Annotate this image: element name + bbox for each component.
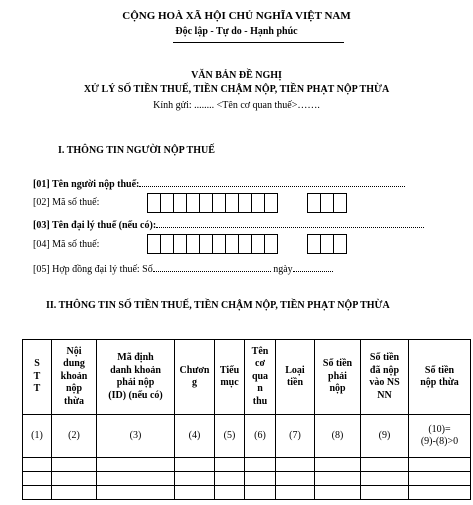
tax-code-suffix-boxes-04[interactable] — [307, 234, 347, 254]
digit-box[interactable] — [320, 193, 334, 213]
digit-box[interactable] — [264, 193, 278, 213]
digit-box[interactable] — [307, 193, 321, 213]
contract-number-value[interactable] — [153, 262, 271, 272]
col-header-stt: S T T — [23, 340, 52, 415]
digit-box[interactable] — [251, 193, 265, 213]
table-cell[interactable] — [52, 486, 97, 500]
table-row — [23, 458, 471, 472]
digit-box[interactable] — [199, 234, 213, 254]
contract-date-value[interactable] — [293, 262, 333, 272]
table-cell[interactable] — [245, 472, 276, 486]
digit-box[interactable] — [212, 234, 226, 254]
table-cell[interactable] — [23, 472, 52, 486]
digit-box[interactable] — [199, 193, 213, 213]
col-index: (6) — [245, 415, 276, 458]
table-cell[interactable] — [315, 472, 361, 486]
digit-box[interactable] — [173, 234, 187, 254]
col-header-agency: Tên cơ qua n thu — [245, 340, 276, 415]
table-cell[interactable] — [409, 486, 471, 500]
digit-box[interactable] — [147, 193, 161, 213]
digit-box[interactable] — [160, 193, 174, 213]
col-index: (4) — [175, 415, 215, 458]
digit-box[interactable] — [186, 234, 200, 254]
col-index: (2) — [52, 415, 97, 458]
col-index: (5) — [215, 415, 245, 458]
section1-heading: I. THÔNG TIN NGƯỜI NỘP THUẾ — [58, 145, 215, 156]
digit-box[interactable] — [173, 193, 187, 213]
table-cell[interactable] — [315, 486, 361, 500]
digit-box[interactable] — [264, 234, 278, 254]
field-05-date-label: ngày — [273, 264, 293, 275]
table-cell[interactable] — [97, 472, 175, 486]
col-index: (8) — [315, 415, 361, 458]
digit-box[interactable] — [333, 234, 347, 254]
table-cell[interactable] — [276, 458, 315, 472]
digit-box[interactable] — [251, 234, 265, 254]
table-cell[interactable] — [276, 472, 315, 486]
field-02-label: [02] Mã số thuế: — [33, 197, 100, 208]
field-04-label: [04] Mã số thuế: — [33, 239, 100, 250]
table-cell[interactable] — [245, 486, 276, 500]
table-cell[interactable] — [315, 458, 361, 472]
tax-code-boxes-02[interactable] — [147, 193, 278, 213]
table-cell[interactable] — [245, 458, 276, 472]
table-cell[interactable] — [361, 472, 409, 486]
motto: Độc lập - Tự do - Hạnh phúc — [175, 26, 298, 37]
digit-box[interactable] — [238, 193, 252, 213]
field-01-row — [33, 177, 405, 190]
col-header-subitem: Tiểu mục — [215, 340, 245, 415]
table-cell[interactable] — [97, 486, 175, 500]
field-05-label: [05] Hợp đồng đại lý thuế: Số — [33, 264, 153, 275]
col-index: (10)= (9)-(8)>0 — [409, 415, 471, 458]
col-header-id: Mã định danh khoản phải nộp (ID) (nếu có) — [97, 340, 175, 415]
field-03-row — [33, 218, 424, 231]
section2-heading: II. THÔNG TIN SỐ TIỀN THUẾ, TIỀN CHẬM NỘP, TIỀN PHẠT NỘP THỪA — [46, 300, 390, 311]
col-index: (3) — [97, 415, 175, 458]
table-cell[interactable] — [52, 472, 97, 486]
doc-title-line2: XỬ LÝ SỐ TIỀN THUẾ, TIỀN CHẬM NỘP, TIỀN PHẠT NỘP THỪA — [83, 84, 390, 95]
digit-box[interactable] — [225, 234, 239, 254]
country-name: CỘNG HOÀ XÃ HỘI CHỦ NGHĨA VIỆT NAM — [122, 10, 351, 22]
field-03-label: [03] Tên đại lý thuế (nếu có): — [33, 220, 157, 231]
table-cell[interactable] — [361, 486, 409, 500]
table-cell[interactable] — [23, 486, 52, 500]
col-header-currency: Loại tiền — [276, 340, 315, 415]
table-cell[interactable] — [409, 472, 471, 486]
digit-box[interactable] — [307, 234, 321, 254]
table-cell[interactable] — [361, 458, 409, 472]
table-cell[interactable] — [52, 458, 97, 472]
table-cell[interactable] — [23, 458, 52, 472]
digit-box[interactable] — [147, 234, 161, 254]
table-cell[interactable] — [175, 472, 215, 486]
col-index: (9) — [361, 415, 409, 458]
table-cell[interactable] — [175, 486, 215, 500]
tax-code-suffix-boxes-02[interactable] — [307, 193, 347, 213]
table-cell[interactable] — [215, 472, 245, 486]
digit-box[interactable] — [160, 234, 174, 254]
table-row — [23, 472, 471, 486]
field-03-value[interactable] — [156, 218, 424, 228]
digit-box[interactable] — [320, 234, 334, 254]
digit-box[interactable] — [186, 193, 200, 213]
field-05-row — [33, 262, 333, 275]
motto-underline — [173, 42, 344, 43]
col-header-payable: Số tiền phải nộp — [315, 340, 361, 415]
col-header-overpaid: Số tiền nộp thừa — [409, 340, 471, 415]
table-row — [23, 486, 471, 500]
col-header-content: Nội dung khoản nộp thừa — [52, 340, 97, 415]
table-cell[interactable] — [175, 458, 215, 472]
table-cell[interactable] — [409, 458, 471, 472]
table-cell[interactable] — [215, 458, 245, 472]
tax-code-boxes-04[interactable] — [147, 234, 278, 254]
digit-box[interactable] — [333, 193, 347, 213]
digit-box[interactable] — [225, 193, 239, 213]
col-index: (1) — [23, 415, 52, 458]
field-01-value[interactable] — [139, 177, 405, 187]
digit-box[interactable] — [238, 234, 252, 254]
col-header-chapter: Chươn g — [175, 340, 215, 415]
digit-box[interactable] — [212, 193, 226, 213]
recipient-line: Kính gửi: ........ <Tên cơ quan thuế>……. — [153, 100, 320, 111]
col-index: (7) — [276, 415, 315, 458]
table-cell[interactable] — [97, 458, 175, 472]
doc-title-line1: VĂN BẢN ĐỀ NGHỊ — [191, 70, 282, 81]
field-01-label: [01] Tên người nộp thuế: — [33, 179, 140, 190]
overpaid-tax-table — [22, 339, 471, 500]
table-cell[interactable] — [215, 486, 245, 500]
table-cell[interactable] — [276, 486, 315, 500]
col-header-paid: Số tiền đã nộp vào NS NN — [361, 340, 409, 415]
